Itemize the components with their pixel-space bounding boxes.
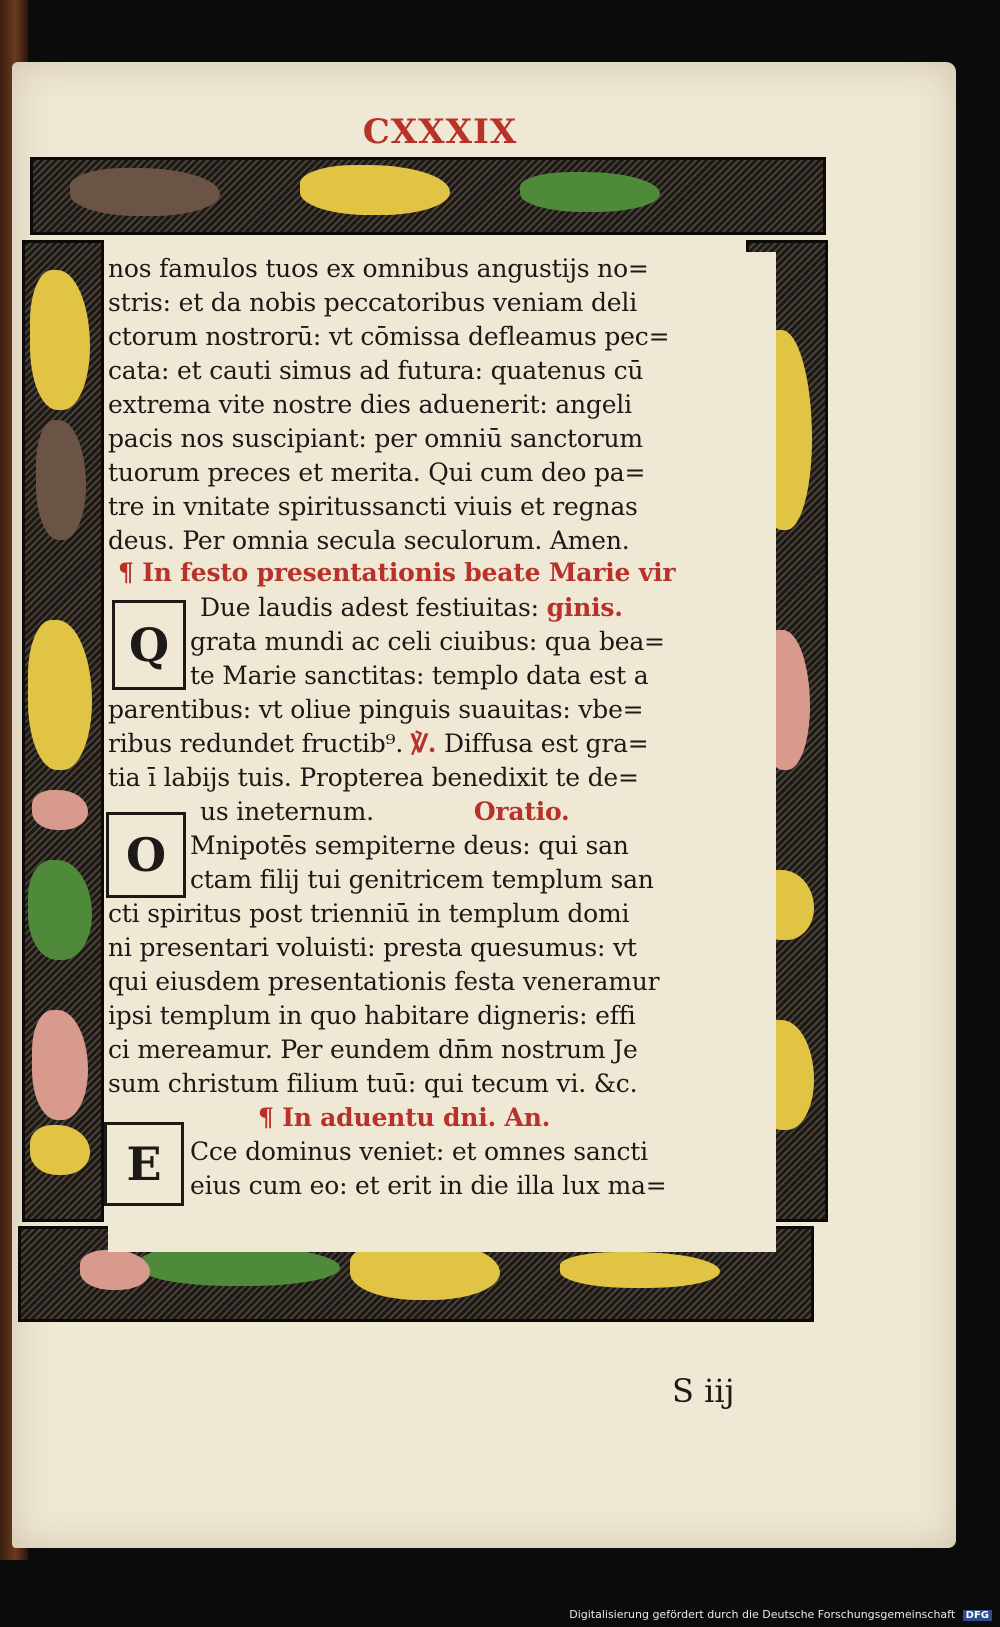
line-text: extrema vite nostre dies aduenerit: angeli — [108, 390, 632, 419]
ornament-left-pink — [32, 790, 88, 830]
ornament-bottom-green — [140, 1246, 340, 1286]
credit-text: Digitalisierung gefördert durch die Deutsche Forschungsgemeinschaft — [569, 1608, 956, 1621]
line-text: cti spiritus post trienniū in templum domi — [108, 899, 630, 928]
text-line — [108, 456, 776, 490]
text-line — [190, 1135, 776, 1169]
text-line — [108, 1033, 776, 1067]
text-line — [108, 965, 776, 999]
text-line — [200, 591, 776, 625]
rubric-text: ¶ In aduentu dni. An. — [258, 1103, 551, 1132]
line-text: ctam filij tui genitricem templum san — [190, 865, 654, 894]
line-text: qui eiusdem presentationis festa veneramur — [108, 967, 660, 996]
text-line — [190, 659, 776, 693]
text-line — [118, 556, 776, 590]
text-line — [108, 320, 776, 354]
text-line — [108, 422, 776, 456]
ornament-top-yellow — [300, 165, 450, 215]
line-text: ni presentari voluisti: presta quesumus: vt — [108, 933, 637, 962]
text-line — [108, 693, 776, 727]
line-text: ci mereamur. Per eundem dn̄m nostrum Je — [108, 1035, 638, 1064]
text-line — [190, 829, 776, 863]
text-line — [108, 524, 776, 558]
rubric-text: ginis. — [546, 593, 623, 622]
initial-letter-3: E — [104, 1122, 184, 1206]
line-text: grata mundi ac celi ciuibus: qua bea= — [190, 627, 665, 656]
line-text: pacis nos suscipiant: per omniū sanctorum — [108, 424, 643, 453]
text-line — [108, 761, 776, 795]
digitization-credit — [569, 1608, 992, 1621]
line-text: nos famulos tuos ex omnibus angustijs no= — [108, 254, 649, 283]
text-line — [108, 727, 776, 761]
text-line — [190, 1169, 776, 1203]
text-line — [108, 388, 776, 422]
text-line — [108, 490, 776, 524]
line-text: tia ī labijs tuis. Propterea benedixit te de= — [108, 763, 639, 792]
line-text: sum christum filium tuū: qui tecum vi. &c. — [108, 1069, 638, 1098]
ornament-bottom-yellow-2 — [560, 1252, 720, 1288]
line-text: Cce dominus veniet: et omnes sancti — [190, 1137, 648, 1166]
line-text: tuorum preces et merita. Qui cum deo pa= — [108, 458, 646, 487]
line-text: Due laudis adest festiuitas: — [200, 593, 547, 622]
line-text: us ineternum. — [200, 797, 374, 826]
rubric-text: ℣. — [410, 729, 437, 758]
text-line — [108, 999, 776, 1033]
text-line — [108, 354, 776, 388]
signature-mark: S iij — [672, 1372, 735, 1410]
text-line — [108, 286, 776, 320]
text-line — [190, 863, 776, 897]
line-text: eius cum eo: et erit in die illa lux ma= — [190, 1171, 667, 1200]
ornament-top-green — [520, 172, 660, 212]
text-line — [108, 1067, 776, 1101]
ornament-bottom-pink — [80, 1250, 150, 1290]
text-line — [258, 1101, 776, 1135]
text-line — [108, 897, 776, 931]
initial-letter-1: Q — [112, 600, 186, 690]
ornament-top-brown — [70, 168, 220, 216]
text-line — [108, 931, 776, 965]
initial-letter-2: O — [106, 812, 186, 898]
line-text: parentibus: vt oliue pinguis suauitas: vbe= — [108, 695, 644, 724]
line-text: Mnipotēs sempiterne deus: qui san — [190, 831, 629, 860]
line-text: ctorum nostrorū: vt cōmissa defleamus pec= — [108, 322, 670, 351]
line-text: ribus redundet fructib⁹. — [108, 729, 411, 758]
folio-number: CXXXIX — [362, 112, 518, 152]
text-line — [108, 252, 776, 286]
line-text: stris: et da nobis peccatoribus veniam deli — [108, 288, 637, 317]
line-text: cata: et cauti simus ad futura: quatenus cū — [108, 356, 644, 385]
line-text: Diffusa est gra= — [436, 729, 649, 758]
line-text: ipsi templum in quo habitare digneris: effi — [108, 1001, 636, 1030]
line-text: tre in vnitate spiritussancti viuis et regnas — [108, 492, 638, 521]
rubric-text: ¶ In festo presentationis beate Marie vir — [118, 558, 676, 587]
line-text: te Marie sanctitas: templo data est a — [190, 661, 649, 690]
text-line — [190, 625, 776, 659]
text-line — [200, 795, 776, 829]
rubric-text: Oratio. — [473, 797, 570, 826]
ornament-left-yellow-3 — [30, 1125, 90, 1175]
dfg-logo: DFG — [963, 1610, 992, 1621]
line-text: deus. Per omnia secula seculorum. Amen. — [108, 526, 630, 555]
